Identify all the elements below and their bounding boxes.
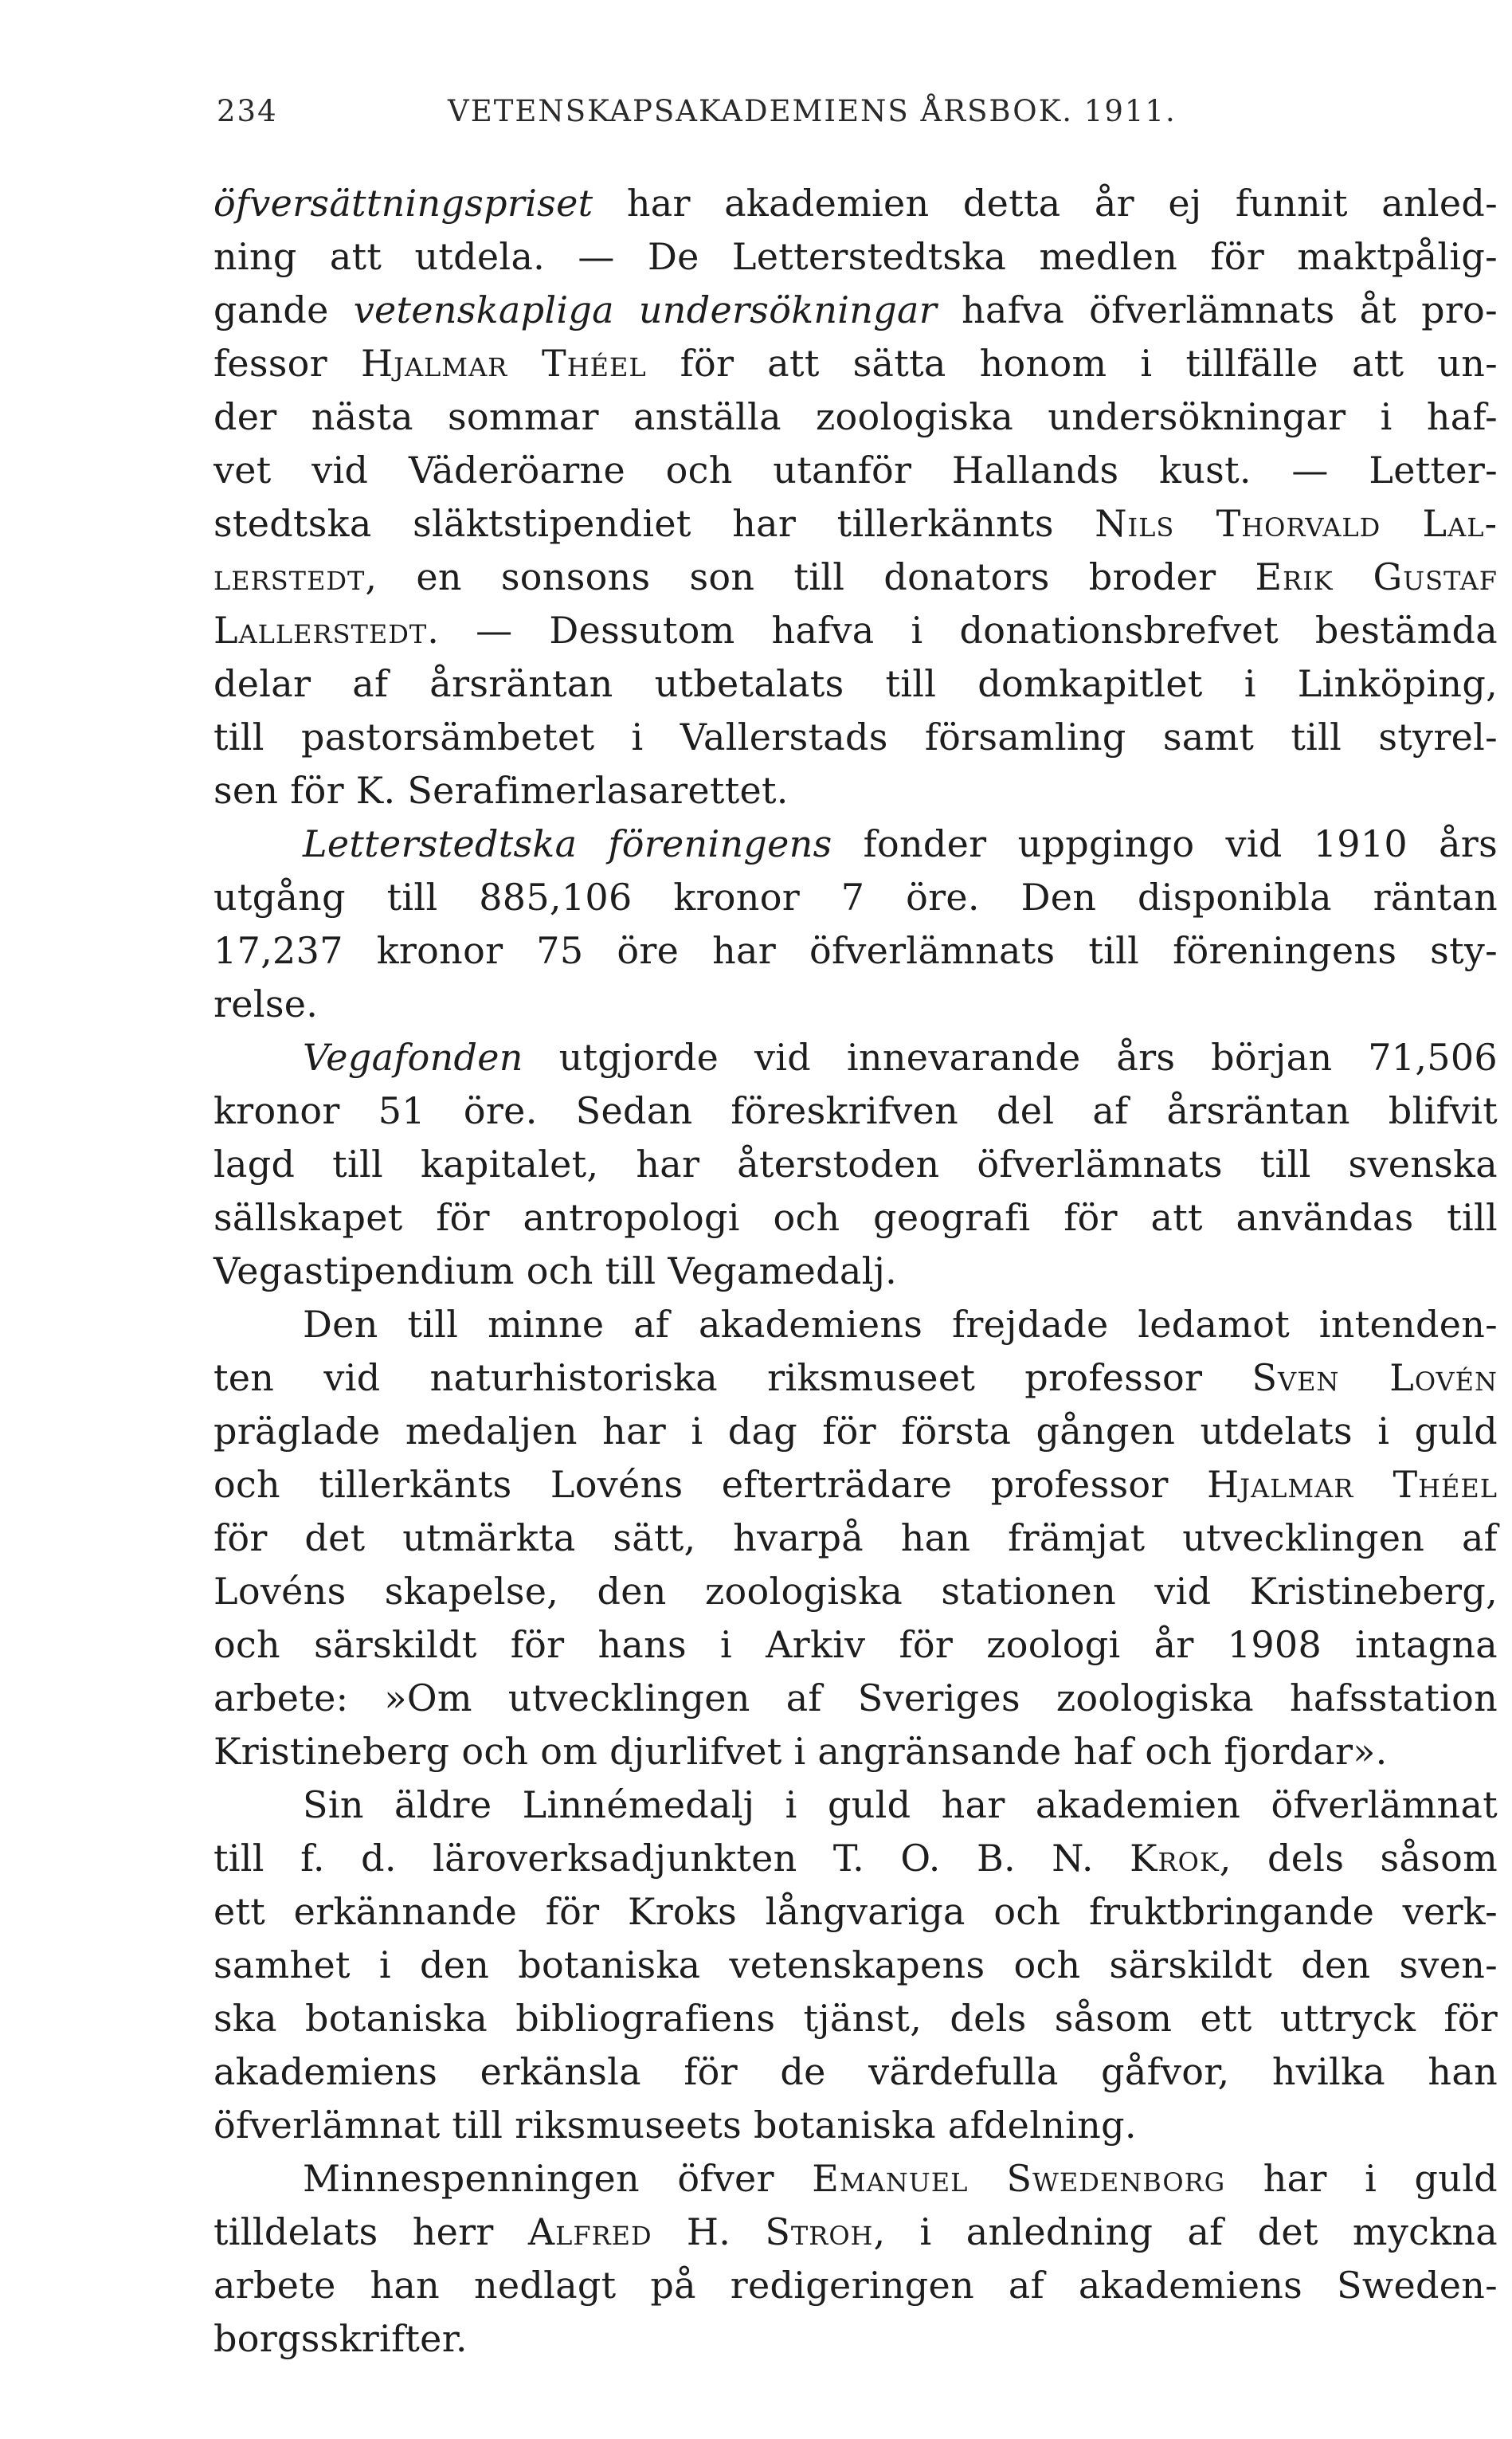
text-segment: . — Dessutom hafva i donationsbrefvet bestämda	[427, 609, 1498, 652]
text-segment: Sin äldre Linnémedalj i guld har akademien öfverlämnat	[303, 1783, 1498, 1826]
text-segment: samhet i den botaniska vetenskapens och särskildt den sven-	[213, 1943, 1498, 1986]
text-line	[213, 284, 1498, 337]
text-segment: Erik Gustaf	[1255, 555, 1498, 598]
text-segment: , en sonsons son till donators broder	[365, 555, 1255, 598]
text-segment: Hjalmar Théel	[361, 342, 647, 385]
text-line	[213, 1778, 1498, 1832]
text-line	[213, 1672, 1498, 1725]
text-segment: har akademien detta år ej funnit anled-	[593, 182, 1498, 225]
text-segment: Kristineberg och om djurlifvet i angränsande haf och fjordar».	[213, 1730, 1388, 1773]
text-segment: akademiens erkänsla för de värdefulla gåfvor, hvilka han	[213, 2050, 1498, 2093]
text-segment: hafva öfverlämnats åt pro-	[937, 288, 1498, 331]
text-segment: Emanuel Swedenborg	[812, 2157, 1226, 2200]
text-line	[213, 1992, 1498, 2045]
text-segment: arbete: »Om utvecklingen af Sveriges zoologiska hafsstation	[213, 1676, 1498, 1719]
text-segment: relse.	[213, 982, 319, 1025]
text-line	[213, 2099, 1498, 2152]
text-line	[213, 2206, 1498, 2259]
text-segment: till f. d. läroverksadjunkten T. O. B. N.	[213, 1837, 1130, 1880]
text-line	[213, 1084, 1498, 1138]
text-segment: och tillerkänts Lovéns efterträdare professor	[213, 1463, 1208, 1506]
text-segment: Lallerstedt	[213, 609, 428, 652]
text-segment: arbete han nedlagt på redigeringen af akademiens Sweden-	[213, 2264, 1498, 2307]
text-segment: öfversättningspriset	[213, 182, 593, 225]
text-line	[213, 1565, 1498, 1618]
text-segment: delar af årsräntan utbetalats till domkapitlet i Linköping,	[213, 662, 1498, 705]
text-line	[213, 924, 1498, 978]
text-line	[213, 1832, 1498, 1885]
text-line	[213, 444, 1498, 497]
text-line	[213, 871, 1498, 924]
text-segment: lerstedt	[213, 555, 366, 598]
text-segment: gande	[213, 288, 354, 331]
body-text	[213, 177, 1498, 2366]
text-segment: fonder uppgingo vid 1910 års	[832, 822, 1498, 865]
text-segment: för att sätta honom i tillfälle att un-	[646, 342, 1498, 385]
text-segment: utgjorde vid innevarande års början 71,506	[523, 1036, 1498, 1079]
page-number: 234	[217, 94, 278, 128]
text-segment: stedtska släktstipendiet har tillerkännts	[213, 502, 1095, 545]
text-line	[213, 1885, 1498, 1939]
text-line	[213, 604, 1498, 657]
text-segment: Nils Thorvald Lal-	[1095, 502, 1498, 545]
text-line	[213, 551, 1498, 604]
text-line	[213, 818, 1498, 871]
text-line	[213, 1405, 1498, 1458]
text-segment: Minnespenningen öfver	[303, 2157, 813, 2200]
text-segment: Vegafonden	[303, 1036, 523, 1079]
text-line	[213, 978, 1498, 1031]
text-segment: vet vid Väderöarne och utanför Hallands kust. — Letter-	[213, 449, 1498, 492]
text-segment: vetenskapliga undersökningar	[353, 288, 937, 331]
text-line	[213, 177, 1498, 230]
text-line	[213, 2312, 1498, 2366]
text-segment: och särskildt för hans i Arkiv för zoologi år 1908 intagna	[213, 1623, 1498, 1666]
text-segment: Stroh	[765, 2210, 874, 2253]
text-line	[213, 657, 1498, 711]
text-line	[213, 1458, 1498, 1512]
text-segment: Krok	[1130, 1837, 1220, 1880]
text-segment: Letterstedtska föreningens	[303, 822, 832, 865]
text-segment: Hjalmar Théel	[1207, 1463, 1498, 1506]
text-segment: Lovéns skapelse, den zoologiska stationen vid Kristineberg,	[213, 1570, 1498, 1613]
text-line	[213, 2152, 1498, 2206]
text-segment: tilldelats herr	[213, 2210, 528, 2253]
text-line	[213, 2259, 1498, 2312]
text-segment: kronor 51 öre. Sedan föreskrifven del af årsräntan blifvit	[213, 1089, 1498, 1132]
text-segment: öfverlämnat till riksmuseets botaniska afdelning.	[213, 2104, 1137, 2147]
text-segment: Den till minne af akademiens frejdade ledamot intenden-	[303, 1303, 1498, 1346]
text-line	[213, 764, 1498, 818]
text-segment: har i guld	[1225, 2157, 1498, 2200]
text-line	[213, 1191, 1498, 1245]
text-line	[213, 230, 1498, 284]
text-line	[213, 2045, 1498, 2099]
text-line	[213, 1138, 1498, 1191]
text-segment: , i anledning af det myckna	[873, 2210, 1498, 2253]
text-segment: ett erkännande för Kroks långvariga och fruktbringande verk-	[213, 1890, 1498, 1933]
text-segment: sällskapet för antropologi och geografi för att användas till	[213, 1196, 1498, 1239]
text-line	[213, 390, 1498, 444]
text-segment: till pastorsämbetet i Vallerstads församling samt till styrel-	[213, 716, 1498, 759]
text-segment: , dels såsom	[1219, 1837, 1498, 1880]
text-segment: borgsskrifter.	[213, 2317, 468, 2360]
text-segment: ten vid naturhistoriska riksmuseet professor	[213, 1356, 1252, 1399]
text-segment: fessor	[213, 342, 361, 385]
text-line	[213, 1298, 1498, 1351]
text-line	[213, 497, 1498, 551]
text-segment: sen för K. Serafimerlasarettet.	[213, 769, 789, 812]
text-segment: lagd till kapitalet, har återstoden öfverlämnats till svenska	[213, 1143, 1498, 1186]
text-segment: ning att utdela. — De Letterstedtska medlen för maktpålig-	[213, 235, 1498, 278]
text-line	[213, 1939, 1498, 1992]
text-line	[213, 1512, 1498, 1565]
text-line	[213, 711, 1498, 764]
text-segment: Alfred	[527, 2210, 652, 2253]
text-line	[213, 337, 1498, 390]
text-segment: 17,237 kronor 75 öre har öfverlämnats till föreningens sty-	[213, 929, 1498, 972]
text-line	[213, 1031, 1498, 1084]
text-segment: H.	[652, 2210, 766, 2253]
text-line	[213, 1351, 1498, 1405]
text-segment: Sven Lovén	[1252, 1356, 1498, 1399]
text-line	[213, 1245, 1498, 1298]
text-segment: utgång till 885,106 kronor 7 öre. Den disponibla räntan	[213, 876, 1498, 919]
text-line	[213, 1725, 1498, 1778]
text-segment: präglade medaljen har i dag för första gången utdelats i guld	[213, 1410, 1498, 1453]
running-head: VETENSKAPSAKADEMIENS ÅRSBOK. 1911.	[448, 94, 1177, 128]
text-line	[213, 1618, 1498, 1672]
text-segment: ska botaniska bibliografiens tjänst, dels såsom ett uttryck för	[213, 1997, 1498, 2040]
text-segment: der nästa sommar anställa zoologiska undersökningar i haf-	[213, 395, 1498, 438]
text-segment: Vegastipendium och till Vegamedalj.	[213, 1249, 898, 1292]
text-segment: för det utmärkta sätt, hvarpå han främjat utvecklingen af	[213, 1516, 1498, 1559]
